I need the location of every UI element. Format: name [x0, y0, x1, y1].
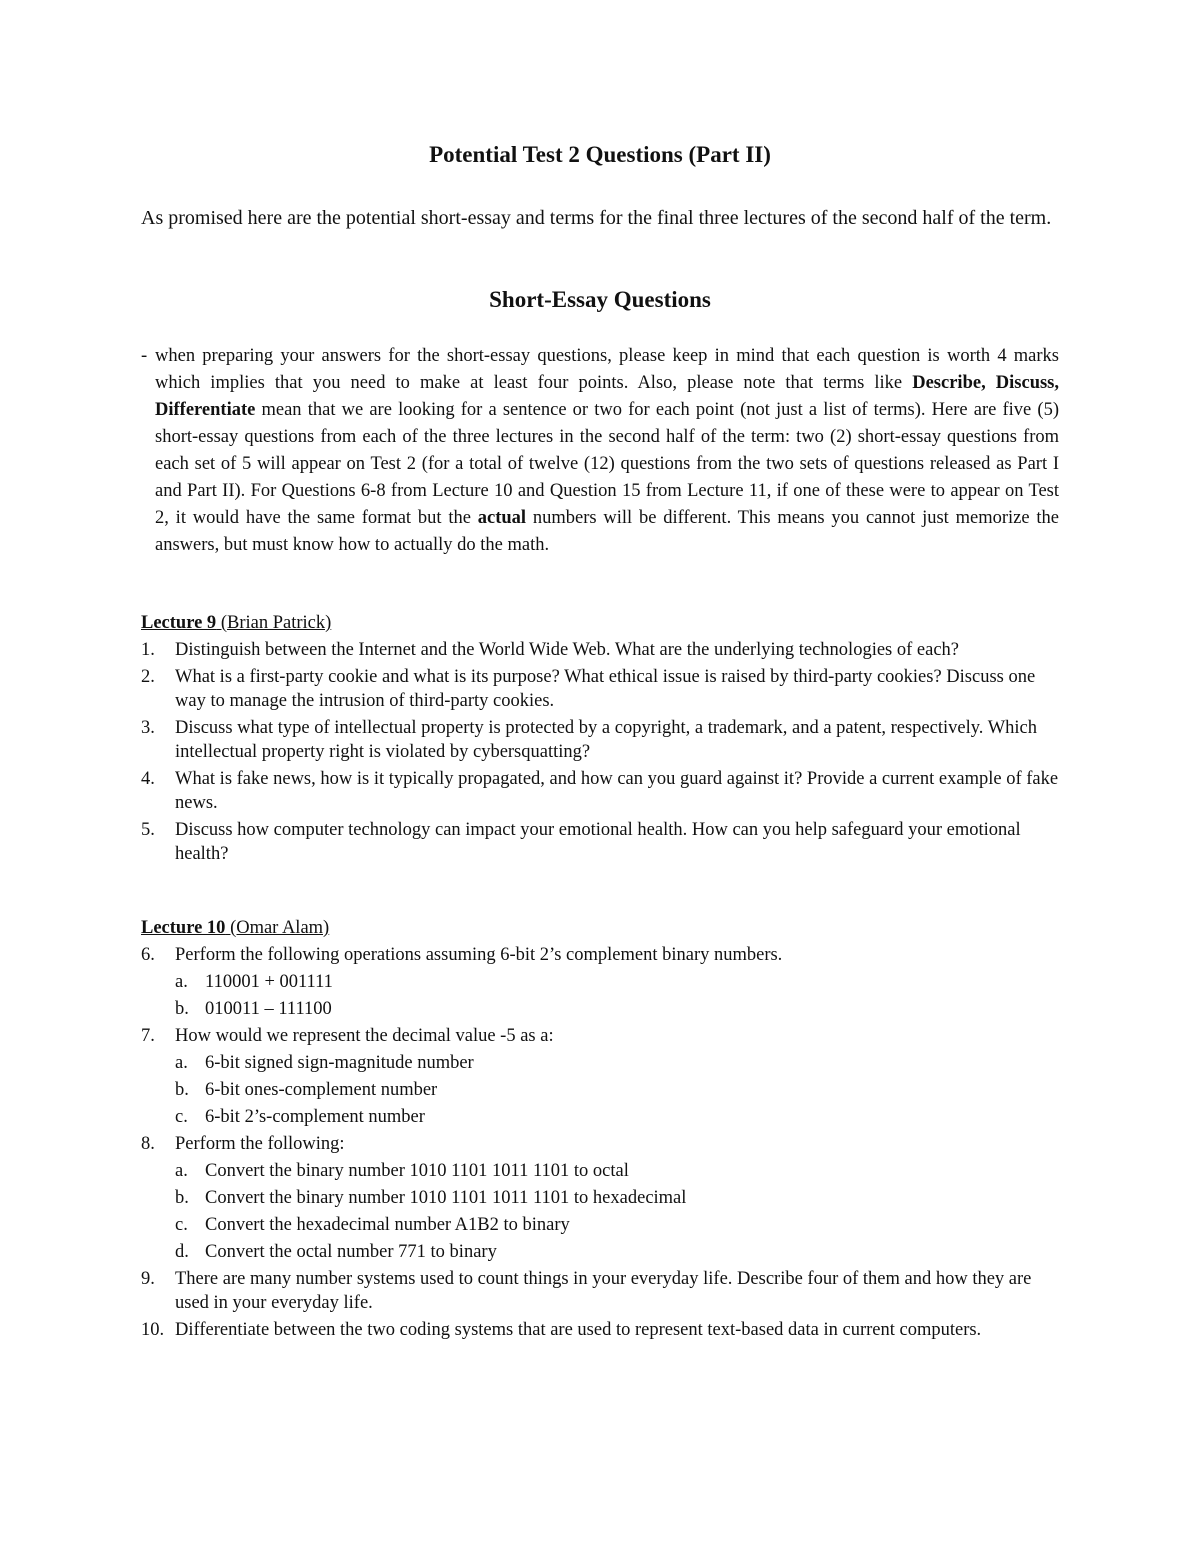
note-dash: -	[141, 346, 148, 366]
section-title: Short-Essay Questions	[489, 287, 711, 312]
sub-question-letter: a.	[175, 1053, 188, 1073]
lecture-name: Lecture 9	[141, 613, 217, 633]
sub-question-letter: b.	[175, 1188, 189, 1208]
sub-question	[175, 1105, 1061, 1129]
sub-question-text: Convert the binary number 1010 1101 1011 1101 to octal	[205, 1161, 629, 1181]
question-item	[141, 1267, 1061, 1315]
lecture-9-questions	[141, 638, 1061, 869]
question-text: There are many number systems used to count things in your everyday life. Describe four of them and how they are used in your everyday life.	[175, 1269, 1032, 1313]
sub-question-letter: c.	[175, 1215, 188, 1235]
question-text: What is a first-party cookie and what is its purpose? What ethical issue is raised by third-party cookies? Discuss one way to manage the intrusion of third-party cookies.	[175, 667, 1036, 711]
question-text: Distinguish between the Internet and the World Wide Web. What are the underlying technologies of each?	[175, 640, 960, 660]
sub-question	[175, 1159, 1061, 1183]
sub-question-letter: b.	[175, 999, 189, 1019]
question-text: How would we represent the decimal value -5 as a:	[175, 1026, 554, 1046]
lecture-10-questions	[141, 943, 1061, 1345]
lecture-9-heading	[141, 611, 331, 635]
sub-question-text: 6-bit 2’s-complement number	[205, 1107, 425, 1127]
question-number: 1.	[141, 640, 155, 660]
sub-question-text: 6-bit signed sign-magnitude number	[205, 1053, 474, 1073]
sub-question	[175, 1213, 1061, 1237]
lecture-instructor: (Brian Patrick)	[216, 613, 332, 633]
note-text-part3: numbers will be different. This means you cannot just memorize the answers, but must know how to actually do the math.	[155, 508, 1059, 555]
lecture-name: Lecture 10	[141, 918, 226, 938]
question-item	[141, 1024, 1061, 1129]
sub-question-letter: c.	[175, 1107, 188, 1127]
question-number: 10.	[141, 1320, 165, 1340]
question-number: 9.	[141, 1269, 155, 1289]
question-text: Discuss how computer technology can impact your emotional health. How can you help safeguard your emotional health?	[175, 820, 1021, 864]
document-title: Potential Test 2 Questions (Part II)	[429, 142, 771, 167]
question-item	[141, 1132, 1061, 1264]
question-text: Discuss what type of intellectual property is protected by a copyright, a trademark, and a patent, respectively. Which intellectual property right is violated by cybersquatting?	[175, 718, 1038, 762]
question-item	[141, 638, 1061, 662]
note-text-part1: when preparing your answers for the short-essay questions, please keep in mind that each question is worth 4 marks which implies that you need to make at least four points. Also, please note that terms like	[155, 346, 1059, 393]
question-text: Perform the following:	[175, 1134, 345, 1154]
question-text: Perform the following operations assuming 6-bit 2’s complement binary numbers.	[175, 945, 783, 965]
question-text: Differentiate between the two coding systems that are used to represent text-based data in current computers.	[175, 1320, 982, 1340]
sub-question-letter: a.	[175, 972, 188, 992]
note-text-part2: mean that we are looking for a sentence or two for each point (not just a list of terms). Here are five (5) short-essay questions from each of the three lectures in the second half of the term: two (2) short-essay questions from each set of 5 will appear on Test 2 (for a total of twelve (12) questions from the two sets of questions released as Part I and Part II). For Questions 6-8 from Lecture 10 and Question 15 from Lecture 11, if one of these were to appear on Test 2, it would have the same format but the	[155, 400, 1059, 528]
sub-question-letter: a.	[175, 1161, 188, 1181]
note-bold-actual: actual	[477, 508, 527, 528]
question-item	[141, 665, 1061, 713]
note-bold-terms: Describe, Discuss, Differentiate	[155, 373, 1060, 420]
question-item	[141, 1318, 1061, 1342]
question-number: 4.	[141, 769, 155, 789]
sub-question-text: 010011 – 111100	[205, 999, 332, 1019]
question-number: 5.	[141, 820, 155, 840]
sub-question	[175, 1078, 1061, 1102]
sub-question-list	[175, 1051, 1061, 1129]
lecture-instructor: (Omar Alam)	[225, 918, 330, 938]
sub-question	[175, 1051, 1061, 1075]
instructions-note	[141, 343, 1059, 559]
sub-question-list	[175, 1159, 1061, 1264]
question-number: 2.	[141, 667, 155, 687]
note-text	[141, 343, 1059, 559]
sub-question-list	[175, 970, 1061, 1021]
question-number: 7.	[141, 1026, 155, 1046]
sub-question-text: Convert the binary number 1010 1101 1011 1101 to hexadecimal	[205, 1188, 687, 1208]
sub-question-text: 110001 + 001111	[205, 972, 333, 992]
question-item	[141, 943, 1061, 1021]
question-number: 8.	[141, 1134, 155, 1154]
sub-question-text: Convert the octal number 771 to binary	[205, 1242, 497, 1262]
question-item	[141, 767, 1061, 815]
intro-paragraph: As promised here are the potential short-essay and terms for the final three lectures of the second half of the term.	[141, 207, 1052, 229]
sub-question-text: 6-bit ones-complement number	[205, 1080, 438, 1100]
question-item	[141, 716, 1061, 764]
sub-question	[175, 1240, 1061, 1264]
question-item	[141, 818, 1061, 866]
sub-question-letter: b.	[175, 1080, 189, 1100]
question-number: 3.	[141, 718, 155, 738]
sub-question	[175, 970, 1061, 994]
question-number: 6.	[141, 945, 155, 965]
sub-question-letter: d.	[175, 1242, 189, 1262]
lecture-10-heading	[141, 916, 329, 940]
question-text: What is fake news, how is it typically propagated, and how can you guard against it? Provide a current example of fake news.	[175, 769, 1059, 813]
sub-question	[175, 997, 1061, 1021]
sub-question-text: Convert the hexadecimal number A1B2 to binary	[205, 1215, 570, 1235]
sub-question	[175, 1186, 1061, 1210]
